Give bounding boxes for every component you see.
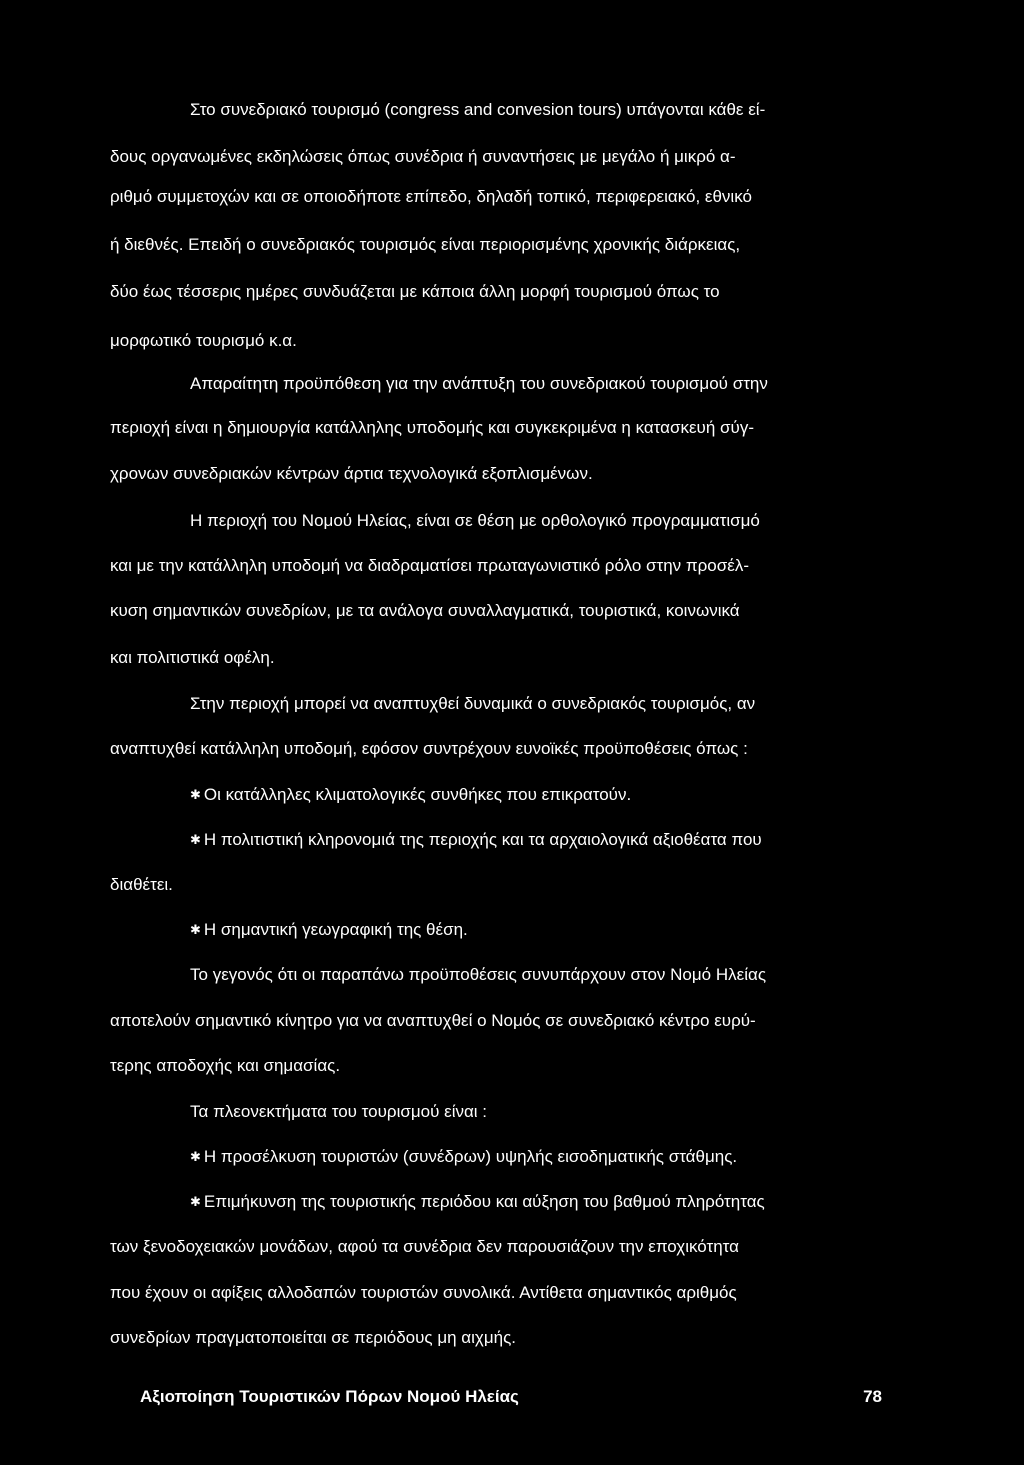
list-item bbox=[190, 1191, 765, 1214]
text-line: ριθμό συμμετοχών και σε οποιοδήποτε επίπεδο, δηλαδή τοπικό, περιφερειακό, εθνικό bbox=[110, 187, 752, 206]
list-item-text: Επιμήκυνση της τουριστικής περιόδου και αύξηση του βαθμού πληρότητας bbox=[203, 1192, 765, 1211]
list-item bbox=[190, 1146, 737, 1169]
text-line: Απαραίτητη προϋπόθεση για την ανάπτυξη του συνεδριακού τουρισμού στην bbox=[190, 374, 768, 393]
asterisk-bullet-icon: ✱ bbox=[190, 787, 201, 802]
text-line: δους οργανωμένες εκδηλώσεις όπως συνέδρια ή συναντήσεις με μεγάλο ή μικρό α- bbox=[110, 147, 736, 166]
asterisk-bullet-icon: ✱ bbox=[190, 922, 201, 937]
asterisk-bullet-icon: ✱ bbox=[190, 832, 201, 847]
text-line: Στην περιοχή μπορεί να αναπτυχθεί δυναμικά ο συνεδριακός τουρισμός, αν bbox=[190, 694, 756, 713]
list-item-text: Η σημαντική γεωγραφική της θέση. bbox=[203, 920, 468, 939]
text-line: Το γεγονός ότι οι παραπάνω προϋποθέσεις συνυπάρχουν στον Νομό Ηλείας bbox=[190, 965, 767, 984]
page-footer bbox=[140, 1386, 882, 1408]
footer-title: Αξιοποίηση Τουριστικών Πόρων Νομού Ηλείας bbox=[140, 1387, 519, 1406]
list-item-continuation: συνεδρίων πραγματοποιείται σε περιόδους μη αιχμής. bbox=[110, 1328, 516, 1347]
text-line: τερης αποδοχής και σημασίας. bbox=[110, 1056, 341, 1075]
asterisk-bullet-icon: ✱ bbox=[190, 1149, 201, 1164]
text-line: και πολιτιστικά οφέλη. bbox=[110, 648, 275, 667]
text-line: αποτελούν σημαντικό κίνητρο για να αναπτυχθεί ο Νομός σε συνεδριακό κέντρο ευρύ- bbox=[110, 1011, 756, 1030]
asterisk-bullet-icon: ✱ bbox=[190, 1194, 201, 1209]
list-item-continuation: των ξενοδοχειακών μονάδων, αφού τα συνέδρια δεν παρουσιάζουν την εποχικότητα bbox=[110, 1237, 739, 1256]
text-line: δύο έως τέσσερις ημέρες συνδυάζεται με κάποια άλλη μορφή τουρισμού όπως το bbox=[110, 282, 720, 301]
list-item bbox=[190, 829, 762, 852]
text-line: και με την κατάλληλη υποδομή να διαδραματίσει πρωταγωνιστικό ρόλο στην προσέλ- bbox=[110, 556, 749, 575]
list-item bbox=[190, 919, 468, 942]
list-item-text: Η πολιτιστική κληρονομιά της περιοχής και τα αρχαιολογικά αξιοθέατα που bbox=[203, 830, 762, 849]
list-item-text: Οι κατάλληλες κλιματολογικές συνθήκες που επικρατούν. bbox=[203, 785, 632, 804]
text-line: μορφωτικό τουρισμό κ.α. bbox=[110, 331, 297, 350]
advantages-intro: Τα πλεονεκτήματα του τουρισμού είναι : bbox=[190, 1102, 488, 1121]
list-item-continuation: διαθέτει. bbox=[110, 875, 173, 894]
text-line: Η περιοχή του Νομού Ηλείας, είναι σε θέση με ορθολογικό προγραμματισμό bbox=[190, 511, 760, 530]
text-line: αναπτυχθεί κατάλληλη υποδομή, εφόσον συντρέχουν ευνοϊκές προϋποθέσεις όπως : bbox=[110, 739, 748, 758]
text-line: Στο συνεδριακό τουρισμό (congress and convesion tours) υπάγονται κάθε εί- bbox=[190, 100, 766, 119]
text-line: ή διεθνές. Επειδή ο συνεδριακός τουρισμός είναι περιορισμένης χρονικής διάρκειας, bbox=[110, 235, 741, 254]
text-line: χρονων συνεδριακών κέντρων άρτια τεχνολογικά εξοπλισμένων. bbox=[110, 464, 593, 483]
page-number: 78 bbox=[863, 1387, 882, 1406]
text-line: περιοχή είναι η δημιουργία κατάλληλης υποδομής και συγκεκριμένα η κατασκευή σύγ- bbox=[110, 418, 754, 437]
text-line: κυση σημαντικών συνεδρίων, με τα ανάλογα συναλλαγματικά, τουριστικά, κοινωνικά bbox=[110, 601, 740, 620]
list-item bbox=[190, 784, 631, 807]
list-item-continuation: που έχουν οι αφίξεις αλλοδαπών τουριστών συνολικά. Αντίθετα σημαντικός αριθμός bbox=[110, 1283, 737, 1302]
list-item-text: Η προσέλκυση τουριστών (συνέδρων) υψηλής εισοδηματικής στάθμης. bbox=[203, 1147, 738, 1166]
